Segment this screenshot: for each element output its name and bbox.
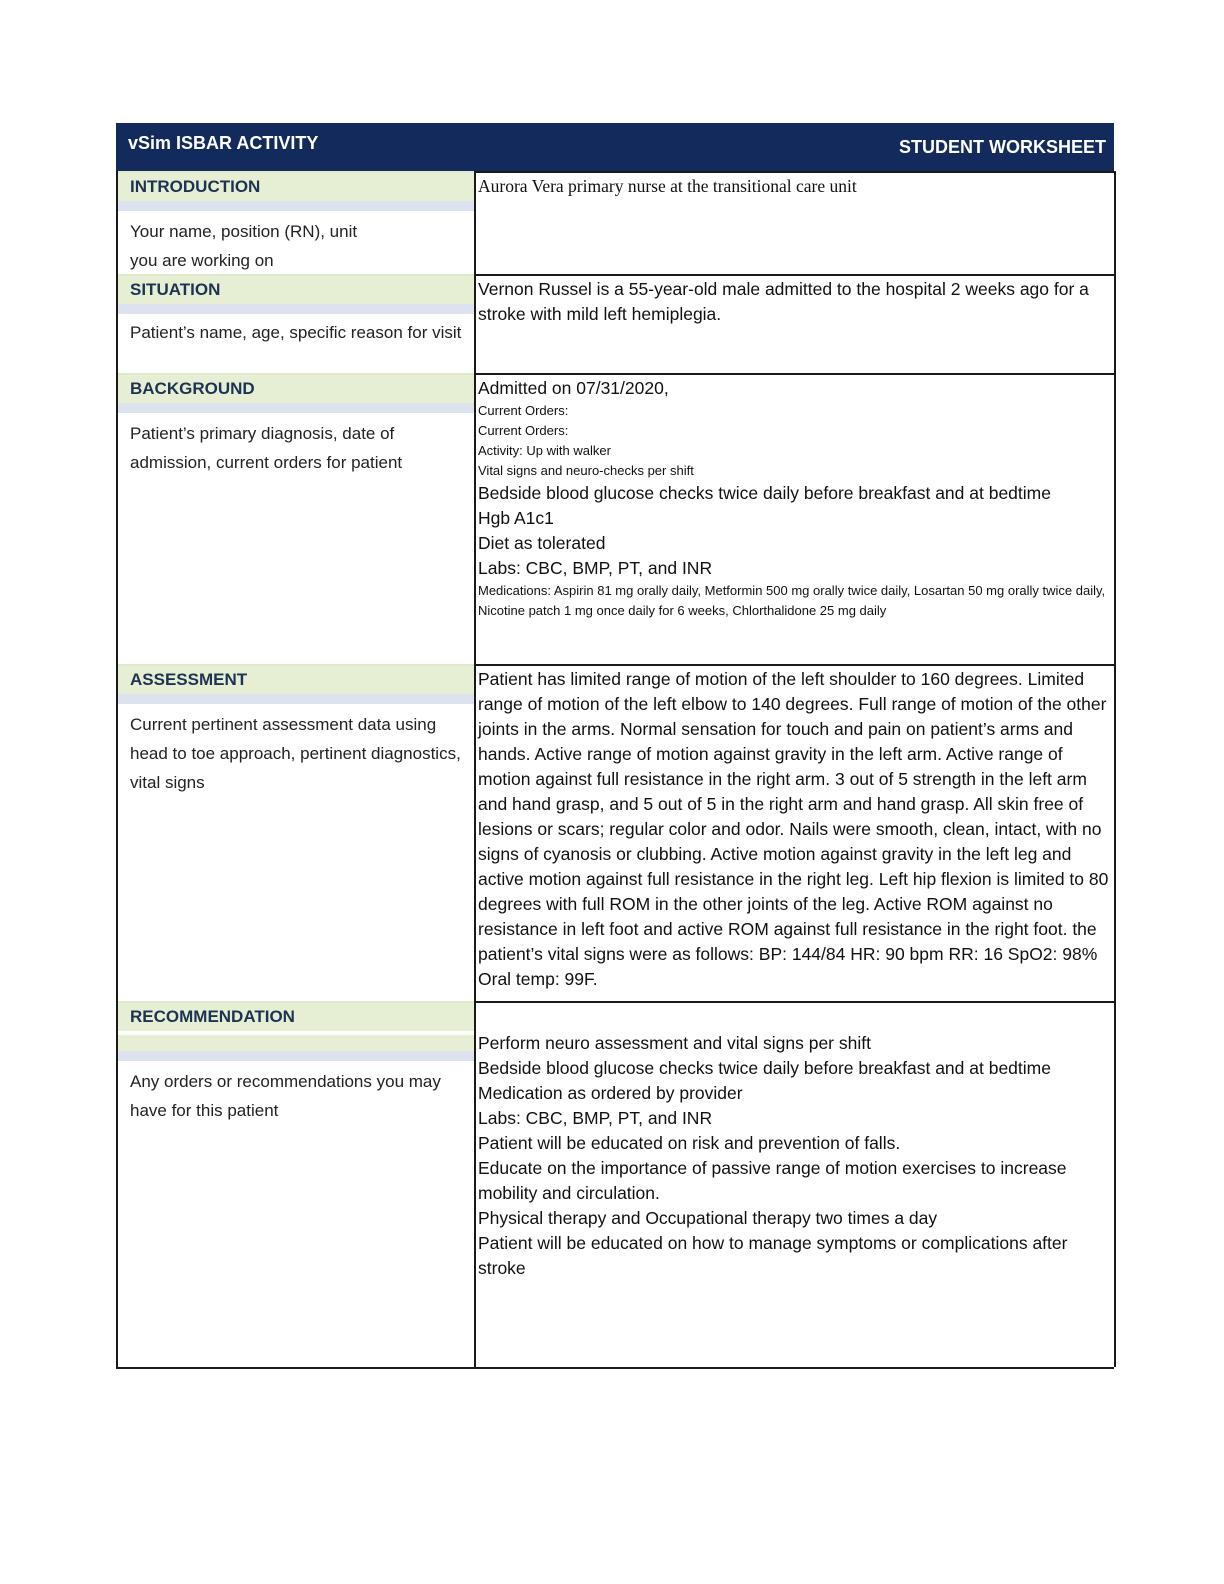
worksheet-subtitle: STUDENT WORKSHEET — [899, 137, 1106, 157]
worksheet-title: vSim ISBAR ACTIVITY — [128, 133, 319, 153]
recommendation-line: Perform neuro assessment and vital signs per shift — [478, 1033, 871, 1053]
introduction-response: Aurora Vera primary nurse at the transitional care unit — [474, 171, 1116, 274]
recommendation-line: Labs: CBC, BMP, PT, and INR — [478, 1108, 713, 1128]
introduction-label-cell — [118, 171, 474, 271]
background-line: Labs: CBC, BMP, PT, and INR — [478, 558, 713, 578]
background-divider — [118, 403, 474, 413]
background-response — [474, 373, 1116, 664]
recommendation-line: Educate on the importance of passive range of motion exercises to increase mobility and circulation. — [478, 1158, 1067, 1203]
background-line: Activity: Up with walker — [478, 443, 611, 458]
recommendation-divider — [118, 1051, 474, 1061]
background-line: Bedside blood glucose checks twice daily before breakfast and at bedtime — [478, 483, 1051, 503]
assessment-response: Patient has limited range of motion of the left shoulder to 160 degrees. Limited range of motion of the left elbow to 140 degrees. Full range of motion of the other joints in the arms. Normal sensation for touch and pain on patient’s arms and hands. Active range of motion against gravity in the left arm. Active range of motion against full resistance in the right arm. 3 out of 5 strength in the left arm and hand grasp, and 5 out of 5 in the right arm and hand grasp. All skin free of lesions or scars; regular color and odor. Nails were smooth, clean, intact, with no signs of cyanosis or clubbing. Active motion against gravity in the left leg and active motion against full resistance in the right leg. Left hip flexion is limited to 80 degrees with full ROM in the other joints of the leg. Active ROM against no resistance in left foot and active ROM against full resistance in the right foot. the patient’s vital signs were as follows: BP: 144/84 HR: 90 bpm RR: 16 SpO2: 98% Oral temp: 99F. — [474, 664, 1116, 1001]
background-line: Current Orders: — [478, 403, 569, 418]
introduction-divider — [118, 201, 474, 211]
recommendation-divider — [118, 1035, 474, 1051]
isbar-table — [116, 171, 1114, 1369]
introduction-description-line: Your name, position (RN), unit — [130, 222, 358, 241]
recommendation-line: Medication as ordered by provider — [478, 1083, 743, 1103]
background-line: Diet as tolerated — [478, 533, 606, 553]
situation-description: Patient’s name, age, specific reason for visit — [130, 323, 462, 342]
background-line: Current Orders: — [478, 423, 569, 438]
situation-response: Vernon Russel is a 55-year-old male admitted to the hospital 2 weeks ago for a stroke with mild left hemiplegia. — [474, 274, 1116, 373]
recommendation-line: Bedside blood glucose checks twice daily before breakfast and at bedtime — [478, 1058, 1051, 1078]
assessment-heading: ASSESSMENT — [118, 664, 474, 694]
background-description: Patient’s primary diagnosis, date of admission, current orders for patient — [130, 424, 403, 472]
assessment-label-cell — [118, 664, 474, 998]
recommendation-response — [474, 1001, 1116, 1367]
background-line: Hgb A1c1 — [478, 508, 554, 528]
situation-divider — [118, 304, 474, 314]
situation-heading: SITUATION — [118, 274, 474, 304]
recommendation-label-cell — [118, 1001, 474, 1337]
introduction-description — [118, 211, 474, 275]
introduction-heading: INTRODUCTION — [118, 171, 474, 201]
recommendation-heading: RECOMMENDATION — [118, 1001, 474, 1031]
introduction-description-line: you are working on — [130, 251, 274, 270]
background-line: Vital signs and neuro-checks per shift — [478, 463, 694, 478]
recommendation-line: Patient will be educated on risk and prevention of falls. — [478, 1133, 901, 1153]
background-line: Admitted on 07/31/2020, — [478, 378, 669, 398]
assessment-description: Current pertinent assessment data using head to toe approach, pertinent diagnostics, vital signs — [130, 715, 461, 792]
background-label-cell — [118, 373, 474, 661]
worksheet-header — [116, 123, 1114, 171]
background-heading: BACKGROUND — [118, 373, 474, 403]
background-line: Medications: Aspirin 81 mg orally daily, Metformin 500 mg orally twice daily, Losartan 50 mg orally twice daily, Nicotine patch 1 mg once daily for 6 weeks, Chlorthalidone 25 mg daily — [478, 583, 1106, 618]
recommendation-line: Patient will be educated on how to manage symptoms or complications after stroke — [478, 1233, 1068, 1278]
situation-label-cell — [118, 274, 474, 370]
recommendation-description: Any orders or recommendations you may have for this patient — [130, 1072, 441, 1120]
assessment-divider — [118, 694, 474, 704]
isbar-worksheet — [116, 123, 1114, 1369]
recommendation-line: Physical therapy and Occupational therapy two times a day — [478, 1208, 938, 1228]
